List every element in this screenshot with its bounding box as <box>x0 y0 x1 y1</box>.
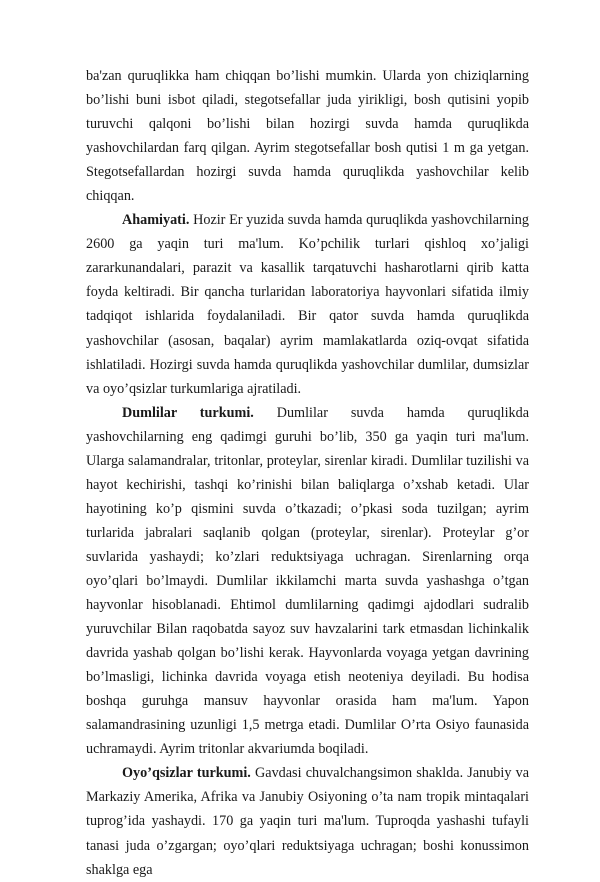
section-heading-oyoqsizlar-turkumi: Oyo’qsizlar turkumi. <box>122 765 251 782</box>
paragraph-stegotsefallar <box>86 64 529 208</box>
paragraph-oyoqsizlar-turkumi <box>86 761 529 881</box>
document-page <box>86 64 529 882</box>
paragraph-text: Dumlilar suvda hamda quruqlikda yashovchilarning eng qadimgi guruhi bo’lib, 350 ga yaqin turi ma'lum. Ularga salamandralar, tritonlar, proteylar, sirenlar kiradi. Dumlilar tuzilishi va hayot kechirishi, tashqi ko’rinishi bilan baliqlarga o’xshab ketadi. Ular hayotining ko’p qismini suvda o’tkazadi; o’pkasi soda tuzilgan; ayrim turlarida jabralari saqlanib qolgan (proteylar, sirenlar). Proteylar g’or suvlarida yashaydi; ko’zlari reduktsiyaga uchragan. Sirenlarning orqa oyo’qlari bo’lmaydi. Dumlilar ikkilamchi marta suvda yashashga o’tgan hayvonlar hisoblanadi. Ehtimol dumlilarning qadimgi ajdodlari sudralib yuruvchilar Bilan raqobatda sayoz suv havzalarini tark etmasdan lichinkalik davrida yashab qolgan bo’lishi kerak. Hayvonlarda voyaga yetgan davrining bo’lmasligi, lichinka davrida voyaga etish neoteniya deyiladi. Bu hodisa boshqa guruhga mansuv hayvonlar orasida ham ma'lum. Yapon salamandrasining uzunligi 1,5 metrga etadi. Dumlilar O’rta Osiyo faunasida uchramaydi. Ayrim tritonlar akvariumda boqiladi. <box>86 404 529 758</box>
section-heading-ahamiyati: Ahamiyati. <box>122 212 190 229</box>
section-heading-dumlilar-turkumi: Dumlilar turkumi. <box>122 404 254 421</box>
paragraph-text: Gavdasi chuvalchangsimon shaklda. Janubiy va Markaziy Amerika, Afrika va Janubiy Osiyoning o’ta nam tropik mintaqalari tuprog’ida yashaydi. 170 ga yaqin turi ma'lum. Tuproqda yashashi tufayli tanasi juda o’zgargan; oyo’qlari reduktsiyaga uchragan; boshi konussimon shaklga ega <box>86 765 529 878</box>
paragraph-text: ba'zan quruqlikka ham chiqqan bo’lishi mumkin. Ularda yon chiziqlarning bo’lishi buni isbot qiladi, stegotsefallar juda yirikligi, bosh qutisini yopib turuvchi qalqoni bo’lishi bilan hozirgi suvda hamda quruqlikda yashovchilardan farq qilgan. Ayrim stegotsefallar bosh qutisi 1 m ga yetgan. Stegotsefallardan hozirgi suvda hamda quruqlikda yashovchilar kelib chiqqan. <box>86 68 529 205</box>
paragraph-ahamiyati <box>86 208 529 400</box>
paragraph-dumlilar-turkumi <box>86 401 529 762</box>
paragraph-text: Hozir Er yuzida suvda hamda quruqlikda yashovchilarning 2600 ga yaqin turi ma'lum. Ko’pchilik turlari qishloq xo’jaligi zararkunandalari, parazit va kasallik tarqatuvchi hasharotlarni qirib katta foyda keltiradi. Bir qancha turlaridan laboratoriya hayvonlari sifatida ilmiy tadqiqot ishlarida foydalaniladi. Bir qator suvda hamda quruqlikda yashovchilar (asosan, baqalar) ayrim mamlakatlarda oziq-ovqat sifatida ishlatiladi. Hozirgi suvda hamda quruqlikda yashovchilar dumlilar, dumsizlar va oyo’qsizlar turkumlariga ajratiladi. <box>86 212 529 397</box>
